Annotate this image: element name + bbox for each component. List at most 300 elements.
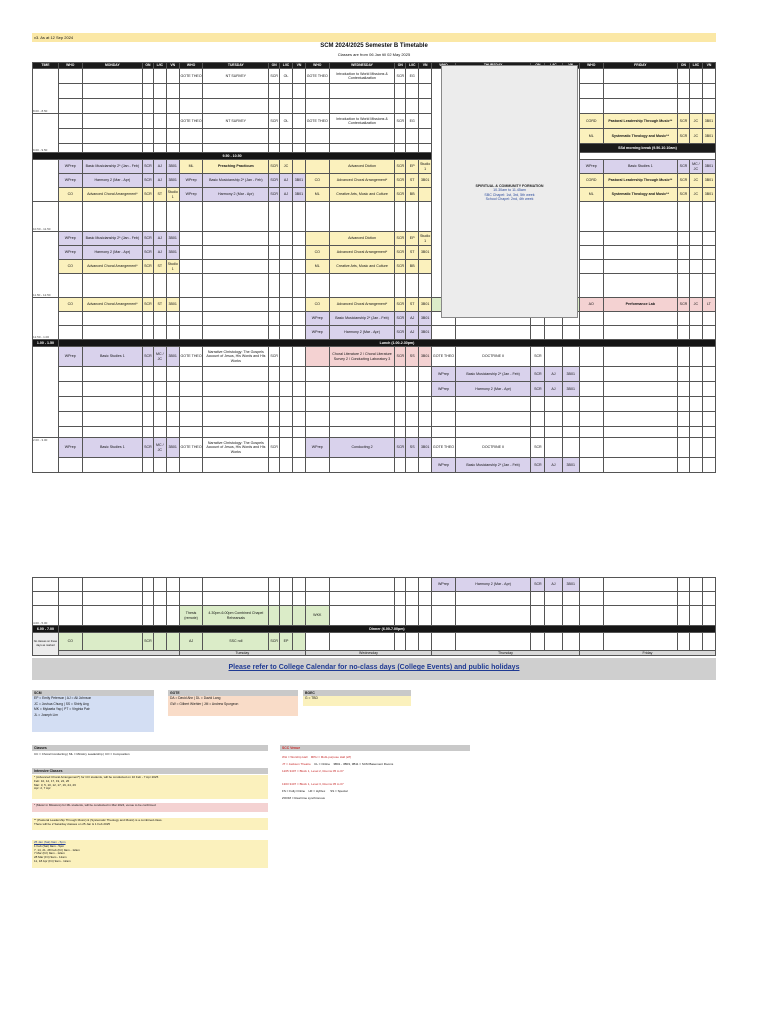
table-row bbox=[33, 188, 716, 202]
course-cell: Advanced Diction bbox=[329, 160, 395, 174]
on-cell: SCR bbox=[269, 114, 280, 129]
lic-cell: JC bbox=[689, 114, 702, 129]
legend-line: 1303 3407 = Block 1, Level 3, Rooms 05 to 07 bbox=[282, 782, 344, 786]
legend-dates bbox=[32, 840, 268, 868]
course-cell: Performance Lab bbox=[603, 298, 677, 312]
col-header: WHO bbox=[58, 63, 82, 69]
who-cell: AJ bbox=[179, 633, 203, 651]
on-cell: SCR bbox=[678, 114, 690, 129]
legend-gote-title: GOTE bbox=[168, 690, 298, 696]
time-cell: 11.50 - 12.50 bbox=[33, 232, 59, 298]
page-subtitle: Classes are from 06 Jan till 02 May 2025 bbox=[337, 52, 411, 57]
who-cell: WPrep bbox=[305, 326, 329, 340]
table-row bbox=[33, 232, 716, 246]
legend-line: GW = Gilbert Wiehler | JM = Andrew Spurgeon bbox=[170, 701, 239, 706]
side-note: No classes on these days as marked bbox=[33, 633, 59, 656]
who-cell: CO bbox=[58, 633, 82, 651]
lic-cell: EP bbox=[280, 633, 293, 651]
time-cell: 10.50 - 11.50 bbox=[33, 202, 59, 232]
course-cell: Basic Studies 1 bbox=[82, 347, 142, 367]
course-cell: Pastoral Leadership Through Music** bbox=[603, 174, 677, 188]
who-cell: CO bbox=[58, 260, 82, 274]
on-cell: SCR bbox=[395, 174, 406, 188]
vn-cell: 3B01 bbox=[702, 129, 715, 144]
vn-cell: 3B01 bbox=[702, 114, 715, 129]
course-cell: Basic Musicianship 2* (Jan - Feb) bbox=[82, 232, 142, 246]
course-cell: Harmony 2 (Mar - Apr) bbox=[455, 578, 531, 592]
course-cell: 4.30pm-6.00pm Combined Chapel Rehearsals bbox=[203, 606, 269, 626]
course-cell: Basic Musicianship 2* (Jan - Feb) bbox=[82, 160, 142, 174]
course-cell: Advanced Choral Arrangement* bbox=[82, 188, 142, 202]
on-cell: SCR bbox=[143, 188, 154, 202]
table-row bbox=[33, 326, 716, 340]
lunch-bar: Lunch (1.00-2.30pm) bbox=[58, 340, 715, 347]
lic-cell: AJ bbox=[545, 458, 562, 473]
lic-cell: BB bbox=[406, 188, 419, 202]
who-cell: CO bbox=[305, 174, 329, 188]
col-header: L/IC bbox=[689, 63, 702, 69]
who-cell: GOTE THEO bbox=[179, 114, 203, 129]
course-cell: Harmony 2 (Mar - Apr) bbox=[82, 174, 142, 188]
lic-cell: ST bbox=[406, 298, 419, 312]
notice-banner bbox=[32, 658, 716, 680]
calendar-notice[interactable]: Please refer to College Calendar for no-class days (College Events) and public holidays bbox=[228, 664, 520, 671]
table-row bbox=[33, 438, 716, 458]
who-cell: ML bbox=[305, 260, 329, 274]
course-cell: Narrative Christology: The Gospels Account of Jesus, His Words and His Works bbox=[203, 347, 269, 367]
spiritual-sbc-chapel: SBC Chapel: 1st, 3rd, 5th week bbox=[484, 192, 535, 197]
time-cell: 2.00 - 3.00 bbox=[33, 438, 59, 473]
lic-cell: ST bbox=[153, 298, 166, 312]
break-bar: SSd morning break (9.50-10.10am) bbox=[579, 144, 715, 153]
table-row bbox=[33, 633, 716, 651]
day-label: Tuesday bbox=[179, 651, 305, 656]
table-row bbox=[33, 160, 716, 174]
who-cell: WPrep bbox=[305, 312, 329, 326]
on-cell: SCR bbox=[395, 347, 406, 367]
col-header: WHO bbox=[305, 63, 329, 69]
vn-cell: 3B01 bbox=[166, 438, 179, 458]
who-cell: WPrep bbox=[58, 438, 82, 458]
legend-line: WH = Worship Hall MPH = Multi-purpose Hall (2/f) bbox=[282, 755, 352, 759]
legend-boec-title: BOEC bbox=[303, 690, 411, 696]
course-cell: Creative Arts, Music and Culture bbox=[329, 188, 395, 202]
lic-cell: ST bbox=[406, 174, 419, 188]
on-cell: SCR bbox=[143, 347, 154, 367]
time-cell: 8.00 - 8.50 bbox=[33, 69, 59, 114]
on-cell: SCR bbox=[395, 69, 406, 84]
vn-cell: Studio 1 bbox=[166, 188, 179, 202]
who-cell: GOTE THEO bbox=[305, 114, 329, 129]
on-cell: SCR bbox=[531, 458, 545, 473]
legend-line: 7 Mar (Fri) 9am - 12am bbox=[34, 851, 65, 856]
lic-cell: JC bbox=[689, 129, 702, 144]
legend-line: Apr: 2, 7 Apr bbox=[34, 786, 51, 791]
lic-cell: JC bbox=[689, 174, 702, 188]
col-header: FRIDAY bbox=[603, 63, 677, 69]
legend-line: JL = Joseph Lim bbox=[34, 712, 58, 717]
on-cell: SCR bbox=[678, 298, 690, 312]
legend-classes-title: Classes bbox=[32, 745, 268, 751]
legend-venue bbox=[280, 753, 480, 803]
col-header: VN bbox=[702, 63, 715, 69]
who-cell: GOTE THEO bbox=[179, 347, 203, 367]
legend-line: EP = Emily Peterson | AJ = Ali Johnson bbox=[34, 696, 92, 700]
lic-cell: AJ bbox=[153, 174, 166, 188]
on-cell: SCR bbox=[395, 438, 406, 458]
vn-cell: 3B01 bbox=[419, 347, 432, 367]
who-cell: GOTE THEO bbox=[179, 438, 203, 458]
course-cell: NT SURVEY bbox=[203, 114, 269, 129]
course-cell: Choral Literature 2 / Choral Literature Survey 2 / Conducting Laboratory 3 bbox=[329, 347, 395, 367]
lic-cell: EP bbox=[406, 232, 419, 246]
table-row bbox=[33, 129, 716, 144]
legend-line: MK = Mykaela Yap | PT = Virginia Pair bbox=[34, 707, 90, 712]
who-cell: CO bbox=[58, 188, 82, 202]
vn-cell: Studio 1 bbox=[419, 160, 432, 174]
spiritual-formation-block bbox=[441, 65, 578, 318]
who-cell: CO bbox=[305, 298, 329, 312]
who-cell: WPrep bbox=[305, 438, 329, 458]
lic-cell: JC bbox=[689, 298, 702, 312]
course-cell: DOCTRINE II bbox=[455, 438, 531, 458]
legend-venue-title: SCC Venue bbox=[280, 745, 470, 751]
lic-cell: AJ bbox=[153, 160, 166, 174]
legend-line: 7, 14, 21, 28 Feb (Fri) 9am - 12am bbox=[34, 847, 80, 852]
col-header: ON bbox=[678, 63, 690, 69]
course-cell: Basic Musicianship 2* (Jan - Feb) bbox=[203, 174, 269, 188]
col-header: L/IC bbox=[280, 63, 293, 69]
on-cell: SCR bbox=[531, 382, 545, 397]
timetable bbox=[32, 62, 716, 473]
who-cell: ML bbox=[579, 188, 603, 202]
col-header: L/IC bbox=[406, 63, 419, 69]
legend-line: DA = David Ahn | DL = David Lang bbox=[170, 696, 221, 700]
course-cell: Creative Arts, Music and Culture bbox=[329, 260, 395, 274]
vn-cell: 3B01 bbox=[702, 174, 715, 188]
table-row bbox=[33, 69, 716, 84]
on-cell: SCR bbox=[531, 367, 545, 382]
who-cell: WPrep bbox=[432, 382, 456, 397]
col-header: VN bbox=[292, 63, 305, 69]
lic-cell: EG bbox=[406, 114, 419, 129]
time-cell: 4.00 - 5.00 bbox=[33, 606, 59, 626]
table-row bbox=[33, 260, 716, 274]
on-cell: SCR bbox=[678, 160, 690, 174]
course-cell: Advanced Choral Arrangement* bbox=[329, 174, 395, 188]
who-cell: WPrep bbox=[58, 246, 82, 260]
vn-cell: 3B01 bbox=[419, 312, 432, 326]
vn-cell: 3B01 bbox=[419, 174, 432, 188]
legend-line: 25 Jan (Sat) 9am - 5pm bbox=[34, 840, 66, 844]
legend-line: ZOOM = Real time synchronous bbox=[282, 796, 325, 800]
vn-cell: 3B01 bbox=[292, 174, 305, 188]
course-cell: Narrative Christology: The Gospels Account of Jesus, His Words and His Works bbox=[203, 438, 269, 458]
lic-cell: AJ bbox=[545, 382, 562, 397]
who-cell: GOTE THEO bbox=[305, 69, 329, 84]
vn-cell: 3B01 bbox=[166, 347, 179, 367]
who-cell: Thesis (remote) bbox=[179, 606, 203, 626]
course-cell: Introduction to World Missions & Contextualization bbox=[329, 69, 395, 84]
page-title: SCM 2024/2025 Semester B Timetable bbox=[320, 43, 428, 49]
legend-line: Mar: 3, 5, 10, 12, 17, 19, 24, 26 bbox=[34, 782, 76, 787]
table-row bbox=[33, 312, 716, 326]
col-header: WHO bbox=[179, 63, 203, 69]
on-cell: SCR bbox=[395, 188, 406, 202]
legend-line: 1205 3407 = Block 1, Level 2, Rooms 05 to 07 bbox=[282, 769, 344, 773]
lic-cell: AJ bbox=[153, 232, 166, 246]
on-cell: SCR bbox=[395, 114, 406, 129]
course-cell: Advanced Choral Arrangement* bbox=[82, 260, 142, 274]
on-cell: SCR bbox=[269, 188, 280, 202]
course-cell: Basic Musicianship 2* (Jan - Feb) bbox=[329, 312, 395, 326]
legend-line: FS = Fully Online HF = HyFlex SS = Special bbox=[282, 789, 348, 793]
col-header: ON bbox=[395, 63, 406, 69]
legend-line: 1 Feb (Sat) 9am - 5pm bbox=[34, 843, 65, 848]
legend-classes: CC = Choral Conducting | ML = Ministry Leadership | CO = Composition bbox=[34, 752, 130, 756]
vn-cell: 3B01 bbox=[562, 458, 579, 473]
course-cell: SSC roll bbox=[203, 633, 269, 651]
on-cell: SCR bbox=[395, 260, 406, 274]
on-cell: SCR bbox=[395, 326, 406, 340]
vn-cell: 3B01 bbox=[562, 382, 579, 397]
who-cell: WPrep bbox=[58, 160, 82, 174]
on-cell: SCR bbox=[678, 174, 690, 188]
on-cell: SCR bbox=[269, 438, 280, 458]
course-cell: Pastoral Leadership Through Music** bbox=[603, 114, 677, 129]
who-cell: CO bbox=[305, 246, 329, 260]
col-header: VN bbox=[419, 63, 432, 69]
col-header: WEDNESDAY bbox=[329, 63, 395, 69]
time-bar: 9.50 - 10.50 bbox=[33, 153, 432, 160]
lic-cell bbox=[545, 347, 562, 367]
on-cell: SCR bbox=[143, 298, 154, 312]
course-cell: Basic Studies 1 bbox=[82, 438, 142, 458]
vn-cell: 3B01 bbox=[419, 246, 432, 260]
legend-scm bbox=[32, 696, 154, 732]
table-row bbox=[33, 606, 716, 626]
on-cell: SCR bbox=[531, 438, 545, 458]
on-cell: SCR bbox=[143, 174, 154, 188]
legend-line: ** (Pastoral Leadership Through Music) & (Systematic Theology and Music) is a combined class. bbox=[34, 818, 163, 822]
legend-intensive-title: Intensive Classes bbox=[32, 768, 268, 774]
vn-cell: 3B01 bbox=[702, 160, 715, 174]
legend-gote bbox=[168, 696, 298, 716]
on-cell: SCR bbox=[678, 129, 690, 144]
who-cell: CORD bbox=[579, 174, 603, 188]
legend-line: 28 Mar (Fri) 9am - 12am bbox=[34, 855, 67, 860]
legend-line: JT = Jackson Theatre CL = Online 3B01 - 3B03, 3B11 = SCM Basement Rooms bbox=[282, 762, 394, 766]
legend-line: JC = Joshua Chung | SS = Shirly Ang bbox=[34, 701, 89, 706]
who-cell: CORD bbox=[579, 114, 603, 129]
table-row bbox=[33, 174, 716, 188]
on-cell: SCR bbox=[143, 633, 154, 651]
day-label: Friday bbox=[579, 651, 715, 656]
on-cell: SCR bbox=[269, 633, 280, 651]
legend-scm-title: SCM bbox=[32, 690, 154, 696]
lic-cell: ST bbox=[153, 260, 166, 274]
who-cell: AO bbox=[579, 298, 603, 312]
legend-line: G = TBD bbox=[305, 696, 318, 700]
legend-line: There will be 2 Saturday classes on 25 Jan & 1 Feb 2025 bbox=[34, 821, 111, 826]
on-cell: SCR bbox=[678, 188, 690, 202]
lic-cell: ST bbox=[153, 188, 166, 202]
col-header: VN bbox=[166, 63, 179, 69]
who-cell: WPrep bbox=[579, 160, 603, 174]
lic-cell: OL bbox=[280, 114, 293, 129]
col-header: TUESDAY bbox=[203, 63, 269, 69]
who-cell: WPrep bbox=[58, 174, 82, 188]
lic-cell bbox=[545, 438, 562, 458]
lic-cell: MC / JC bbox=[153, 347, 166, 367]
course-cell: DOCTRINE II bbox=[455, 347, 531, 367]
lic-cell: OL bbox=[280, 69, 293, 84]
vn-cell: 3B01 bbox=[166, 232, 179, 246]
table-row bbox=[33, 382, 716, 397]
table-row bbox=[33, 298, 716, 312]
vn-cell: 3B01 bbox=[166, 160, 179, 174]
vn-cell: LT bbox=[702, 298, 715, 312]
on-cell: SCR bbox=[531, 347, 545, 367]
who-cell: GOTE THEO bbox=[179, 69, 203, 84]
table-row bbox=[33, 114, 716, 129]
who-cell: WPrep bbox=[58, 347, 82, 367]
course-cell: Harmony 2 (Mar - Apr) bbox=[82, 246, 142, 260]
spiritual-time: 10.30am to 11.45am bbox=[493, 188, 526, 193]
vn-cell: 3B01 bbox=[292, 188, 305, 202]
legend-pastoral-note bbox=[32, 818, 268, 830]
spiritual-title: SPIRITUAL & COMMUNITY FORMATION bbox=[475, 184, 544, 188]
course-cell: Basic Studies 1 bbox=[603, 160, 677, 174]
lic-cell: AJ bbox=[280, 188, 293, 202]
course-cell: Basic Musicianship 2* (Jan - Feb) bbox=[455, 367, 531, 382]
who-cell: ML bbox=[305, 188, 329, 202]
legend-intensive bbox=[32, 775, 268, 799]
on-cell: SCR bbox=[143, 246, 154, 260]
time-cell: 9.00 - 9.50 bbox=[33, 114, 59, 153]
table-row bbox=[33, 458, 716, 473]
who-cell: WPrep bbox=[179, 188, 203, 202]
lic-cell: AJ bbox=[406, 312, 419, 326]
timetable-continued bbox=[32, 577, 716, 656]
lic-cell: MC / JC bbox=[153, 438, 166, 458]
day-label: Wednesday bbox=[305, 651, 431, 656]
who-cell: ML bbox=[179, 160, 203, 174]
course-cell: Harmony 2 (Mar - Apr) bbox=[329, 326, 395, 340]
lic-cell: AJ bbox=[545, 367, 562, 382]
course-cell: NT SURVEY bbox=[203, 69, 269, 84]
col-header: ON bbox=[143, 63, 154, 69]
vn-cell: Studio 1 bbox=[166, 260, 179, 274]
on-cell: SCR bbox=[395, 232, 406, 246]
course-cell: Harmony 2 (Mar - Apr) bbox=[203, 188, 269, 202]
who-cell: GOTE THEO bbox=[432, 347, 456, 367]
spiritual-school-chapel: School Chapel: 2nd, 4th week bbox=[485, 197, 534, 202]
vn-cell: 3B01 bbox=[702, 188, 715, 202]
lic-cell: AJ bbox=[406, 326, 419, 340]
dinner-bar: Dinner (6.00-7.00pm) bbox=[58, 626, 715, 633]
who-cell bbox=[305, 347, 329, 367]
on-cell: SCR bbox=[269, 69, 280, 84]
vn-cell: 3B01 bbox=[419, 298, 432, 312]
lic-cell: EG bbox=[406, 69, 419, 84]
vn-cell: 3B01 bbox=[419, 438, 432, 458]
table-row bbox=[33, 246, 716, 260]
on-cell: SCR bbox=[395, 246, 406, 260]
lic-cell bbox=[280, 347, 293, 367]
who-cell: CO bbox=[58, 298, 82, 312]
course-cell: Systematic Theology and Music** bbox=[603, 129, 677, 144]
course-cell: Systematic Theology and Music** bbox=[603, 188, 677, 202]
on-cell: SCR bbox=[531, 578, 545, 592]
course-cell: Advanced Diction bbox=[329, 232, 395, 246]
vn-cell: Studio 1 bbox=[419, 232, 432, 246]
lic-cell: ST bbox=[406, 246, 419, 260]
lic-cell: EP bbox=[406, 160, 419, 174]
who-cell: WPrep bbox=[432, 578, 456, 592]
lic-cell bbox=[280, 438, 293, 458]
lic-cell: SS bbox=[406, 438, 419, 458]
lic-cell: JC bbox=[689, 188, 702, 202]
on-cell: SCR bbox=[143, 232, 154, 246]
col-header: L/IC bbox=[153, 63, 166, 69]
time-bar: 6.00 - 7.00 bbox=[33, 626, 59, 633]
on-cell: SCR bbox=[395, 298, 406, 312]
legend-music-mission: * (Music in Missions) for ML students, will be conducted in Mar 2024, venue to be confirmed bbox=[32, 803, 268, 812]
lic-cell: JC bbox=[280, 160, 293, 174]
on-cell: SCR bbox=[143, 438, 154, 458]
course-cell: Preaching Practicum bbox=[203, 160, 269, 174]
day-label: Thursday bbox=[432, 651, 580, 656]
vn-cell: 3B01 bbox=[166, 174, 179, 188]
who-cell: WPrep bbox=[58, 232, 82, 246]
vn-cell: 3B01 bbox=[419, 326, 432, 340]
who-cell: GOTE THEO bbox=[432, 438, 456, 458]
on-cell: SCR bbox=[269, 174, 280, 188]
course-cell: Basic Musicianship 2* (Jan - Feb) bbox=[455, 458, 531, 473]
table-row bbox=[33, 367, 716, 382]
course-cell: Harmony 2 (Mar - Apr) bbox=[455, 382, 531, 397]
who-cell: WPrep bbox=[432, 367, 456, 382]
lic-cell: AJ bbox=[153, 246, 166, 260]
col-header: ON bbox=[269, 63, 280, 69]
who-cell bbox=[305, 160, 329, 174]
course-cell: Advanced Choral Arrangement* bbox=[329, 246, 395, 260]
col-header: MONDAY bbox=[82, 63, 142, 69]
lic-cell: BB bbox=[406, 260, 419, 274]
on-cell: SCR bbox=[143, 260, 154, 274]
vn-cell: 3B01 bbox=[562, 367, 579, 382]
course-cell: Advanced Choral Arrangement* bbox=[82, 298, 142, 312]
time-bar: 1.00 - 1.50 bbox=[33, 340, 59, 347]
who-cell bbox=[305, 232, 329, 246]
table-row bbox=[33, 651, 716, 656]
version-banner: v3. As at 12 Sep 2024 bbox=[32, 33, 716, 42]
legend-boec bbox=[303, 696, 411, 706]
col-header: WHO bbox=[579, 63, 603, 69]
on-cell: SCR bbox=[269, 160, 280, 174]
course-cell: Advanced Choral Arrangement* bbox=[329, 298, 395, 312]
table-row bbox=[33, 578, 716, 592]
vn-cell: 3B01 bbox=[562, 578, 579, 592]
legend-line: Feb: 10, 12, 17, 19, 24, 26 bbox=[34, 778, 70, 783]
on-cell: SCR bbox=[269, 347, 280, 367]
who-cell: ML bbox=[579, 129, 603, 144]
who-cell: WPrep bbox=[179, 174, 203, 188]
lic-cell: SS bbox=[406, 347, 419, 367]
course-cell: Conducting 2 bbox=[329, 438, 395, 458]
col-header: TIME bbox=[33, 63, 59, 69]
